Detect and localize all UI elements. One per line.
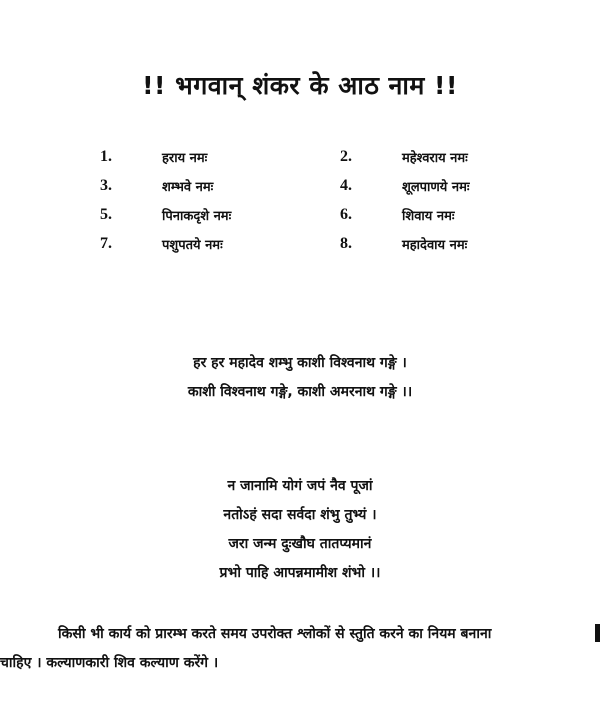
item-text: शूलपाणये नमः	[402, 179, 470, 195]
list-item	[340, 146, 580, 167]
verse-line: न जानामि योगं जपं नैव पूजां	[227, 478, 373, 494]
eight-names-list	[100, 146, 580, 254]
instruction-paragraph	[0, 620, 600, 678]
item-text: शम्भवे नमः	[162, 179, 214, 195]
page-title: !! भगवान् शंकर के आठ नाम !!	[142, 71, 458, 100]
item-number: 5.	[100, 205, 112, 223]
item-text: पशुपतये नमः	[162, 237, 223, 253]
item-number: 1.	[100, 147, 112, 165]
verse-line: जरा जन्म दुःखौघ तातप्यमानं	[228, 536, 372, 552]
item-number: 8.	[340, 234, 352, 252]
item-number: 4.	[340, 176, 352, 194]
verse-line: प्रभो पाहि आपन्नमामीश शंभो ।।	[219, 565, 381, 581]
scan-edge-mark	[595, 624, 600, 642]
verse-line: काशी विश्वनाथ गङ्गे, काशी अमरनाथ गङ्गे ।।	[187, 384, 413, 400]
list-item	[340, 175, 580, 196]
item-number: 6.	[340, 205, 352, 223]
item-text: पिनाकदृशे नमः	[162, 208, 232, 224]
shloka-verse	[0, 472, 600, 588]
item-number: 2.	[340, 147, 352, 165]
item-number: 7.	[100, 234, 112, 252]
paragraph-line: किसी भी कार्य को प्रारम्भ करते समय उपरोक्त श्लोकों से स्तुति करने का नियम बनाना	[58, 626, 492, 642]
item-text: महेश्वराय नमः	[402, 150, 468, 166]
verse-line: नतोऽहं सदा सर्वदा शंभु तुभ्यं ।	[223, 507, 377, 523]
item-text: हराय नमः	[162, 150, 208, 166]
item-number: 3.	[100, 176, 112, 194]
list-item	[100, 175, 340, 196]
item-text: शिवाय नमः	[402, 208, 455, 224]
item-text: महादेवाय नमः	[402, 237, 468, 253]
chant-verse	[0, 349, 600, 407]
verse-line: हर हर महादेव शम्भु काशी विश्वनाथ गङ्गे ।	[193, 355, 407, 371]
paragraph-line: चाहिए । कल्याणकारी शिव कल्याण करेंगे ।	[0, 655, 219, 671]
list-item	[340, 233, 580, 254]
list-item	[100, 233, 340, 254]
list-item	[100, 146, 340, 167]
list-item	[100, 204, 340, 225]
list-item	[340, 204, 580, 225]
